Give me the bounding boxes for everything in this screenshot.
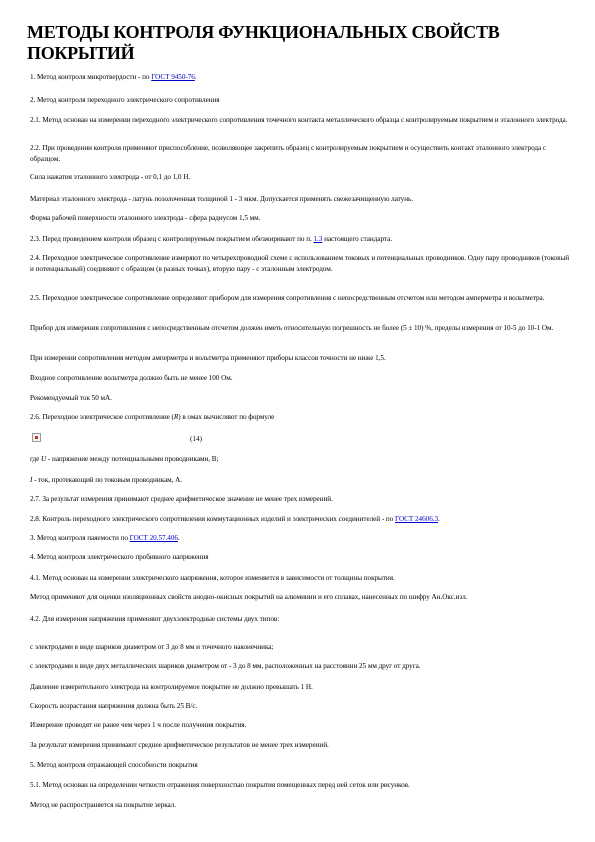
- paragraph-electrode-type-2: с электродами в виде двух металлических шариков диаметром от - 3 до 8 мм, расположенных на расстоянии 25 мм друг от друга.: [30, 662, 421, 670]
- section-3-end: .: [177, 534, 180, 542]
- paragraph-2-1: 2.1. Метод основан на измерении переходного электрического сопротивления точечного контакта металлического образца с контролируемым покрытием и эталонного электрода.: [30, 116, 568, 124]
- paragraph-shape: Форма рабочей поверхности эталонного электрода - сфера радиусом 1,5 мм.: [30, 214, 261, 222]
- paragraph-2-2: 2.2. При проведении контроля применяют приспособление, позволяющее закрепить образец с контролируемым покрытием и осуществить контакт эталонного электрода с образцом.: [30, 144, 547, 163]
- paragraph-4-1: 4.1. Метод основан на измерении электрического напряжения, которое изменяется в зависимости от толщины покрытия.: [30, 574, 395, 582]
- paragraph-electrode-type-1: с электродами в виде шариков диаметром от 3 до 8 мм и точечного наконечника;: [30, 643, 274, 651]
- paragraph-pressure: Давление измерительного электрода на контролируемое покрытие не должно превышать 1 Н.: [30, 683, 313, 691]
- page-title: МЕТОДЫ КОНТРОЛЯ ФУНКЦИОНАЛЬНЫХ СВОЙСТВ ПОКРЫТИЙ: [27, 22, 500, 63]
- paragraph-2-3-end: настоящего стандарта.: [322, 235, 392, 243]
- where-u-prefix: где: [30, 455, 42, 463]
- section-4-heading: 4. Метод контроля электрического пробивного напряжения: [30, 553, 209, 561]
- paragraph-2-6-end: ) в омах вычисляют по формуле: [178, 413, 275, 421]
- paragraph-2-7: 2.7. За результат измерения принимают среднее арифметическое значение не менее трех измерений.: [30, 495, 333, 503]
- paragraph-2-8-end: .: [438, 515, 440, 523]
- section-3-text: 3. Метод контроля паяемости по: [30, 534, 130, 542]
- paragraph-method-scope: Метод применяют для оценки изоляционных свойств анодно-окисных покрытий на алюминии и его сплавах, нанесенных по шифру Ан.Окс.изл.: [30, 593, 468, 601]
- paragraph-timing: Измерение проводят не ранее чем через 1 ч после получения покрытия.: [30, 721, 247, 729]
- variable-r: R: [173, 413, 179, 421]
- paragraph-2-6: [30, 412, 570, 423]
- formula-row: [30, 433, 570, 447]
- paragraph-2-8-text: 2.8. Контроль переходного электрического сопротивления коммутационных изделий и электрических соединителей - по: [30, 515, 396, 523]
- paragraph-force: Сила нажатия эталонного электрода - от 0,1 до 1,0 Н.: [30, 173, 191, 181]
- paragraph-2-8: [30, 514, 570, 525]
- clause-1-3-link[interactable]: 1.3: [313, 235, 323, 243]
- where-i-text: - ток, протекающий по токовым проводникам, А.: [32, 476, 182, 484]
- paragraph-current: Рекомендуемый ток 50 мА.: [30, 394, 112, 402]
- section-2-heading: 2. Метод контроля переходного электрического сопротивления: [30, 96, 220, 104]
- paragraph-4-2: 4.2. Для измерения напряжения применяют двухэлектродные системы двух типов:: [30, 615, 280, 623]
- variable-i: I: [30, 476, 33, 484]
- paragraph-where-i: [30, 475, 570, 486]
- paragraph-result: За результат измерения принимают среднее арифметическое результатов не менее трех измерений.: [30, 741, 329, 749]
- broken-image-icon: [32, 433, 41, 442]
- formula-number: (14): [190, 435, 202, 443]
- paragraph-5-1: 5.1. Метод основан на определении четкости отражения поверхностью покрытия помещенных перед ней сеток или рисунков.: [30, 781, 410, 789]
- document-page: [27, 0, 575, 842]
- paragraph-1-end: .: [194, 73, 197, 81]
- paragraph-material: Материал эталонного электрода - латунь позолоченная толщиной 1 - 3 мкм. Допускается применять свежезачищенную латунь.: [30, 195, 413, 203]
- gost-9450-link[interactable]: ГОСТ 9450-76: [151, 73, 195, 81]
- paragraph-voltage-rate: Скорость возрастания напряжения должна быть 25 В/с.: [30, 702, 198, 710]
- paragraph-scope-limit: Метод не распространяется на покрытие зеркал.: [30, 801, 177, 809]
- paragraph-2-5: 2.5. Переходное электрическое сопротивление определяют прибором для измерения сопротивления с непосредственным отсчетом или методом амперметра и вольтметра.: [30, 294, 545, 302]
- paragraph-2-6-text: 2.6. Переходное электрическое сопротивление (: [30, 413, 174, 421]
- where-u-text: - напряжение между потенциальными проводниками, В;: [46, 455, 219, 463]
- gost-20-57-406-link[interactable]: ГОСТ 20.57.406: [129, 534, 178, 542]
- paragraph-instrument: Прибор для измерения сопротивления с непосредственным отсчетом должен иметь относительную погрешность не более (5 ± 10) %, пределы измерения от 10-5 до 10-1 Ом.: [30, 324, 554, 332]
- paragraph-where-u: [30, 454, 570, 465]
- section-5-heading: 5. Метод контроля отражающей способности покрытия: [30, 761, 198, 769]
- section-3-heading: [30, 533, 570, 544]
- paragraph-2-4: 2.4. Переходное электрическое сопротивление измеряют по четырехпроводной схеме с использованием токовых и потенциальных проводников. Одну пару проводников (токовый и потенциальный) соединяют с образцом (в разных точках), вторую пару - с эталонным электродом.: [30, 254, 570, 273]
- gost-24606-link[interactable]: ГОСТ 24606.3: [395, 515, 439, 523]
- paragraph-accuracy: При измерении сопротивления методом амперметра и вольтметра применяют приборы классов точности не ниже 1,5.: [30, 354, 386, 362]
- paragraph-1: [30, 72, 570, 83]
- paragraph-2-3: [30, 234, 570, 245]
- paragraph-2-3-text: 2.3. Перед проведением контроля образец с контролируемым покрытием обезжиривают по п.: [30, 235, 314, 243]
- paragraph-input-resistance: Входное сопротивление вольтметра должно быть не менее 100 Ом.: [30, 374, 233, 382]
- paragraph-1-text: 1. Метод контроля микротвердости - по: [30, 73, 152, 81]
- variable-u: U: [41, 455, 47, 463]
